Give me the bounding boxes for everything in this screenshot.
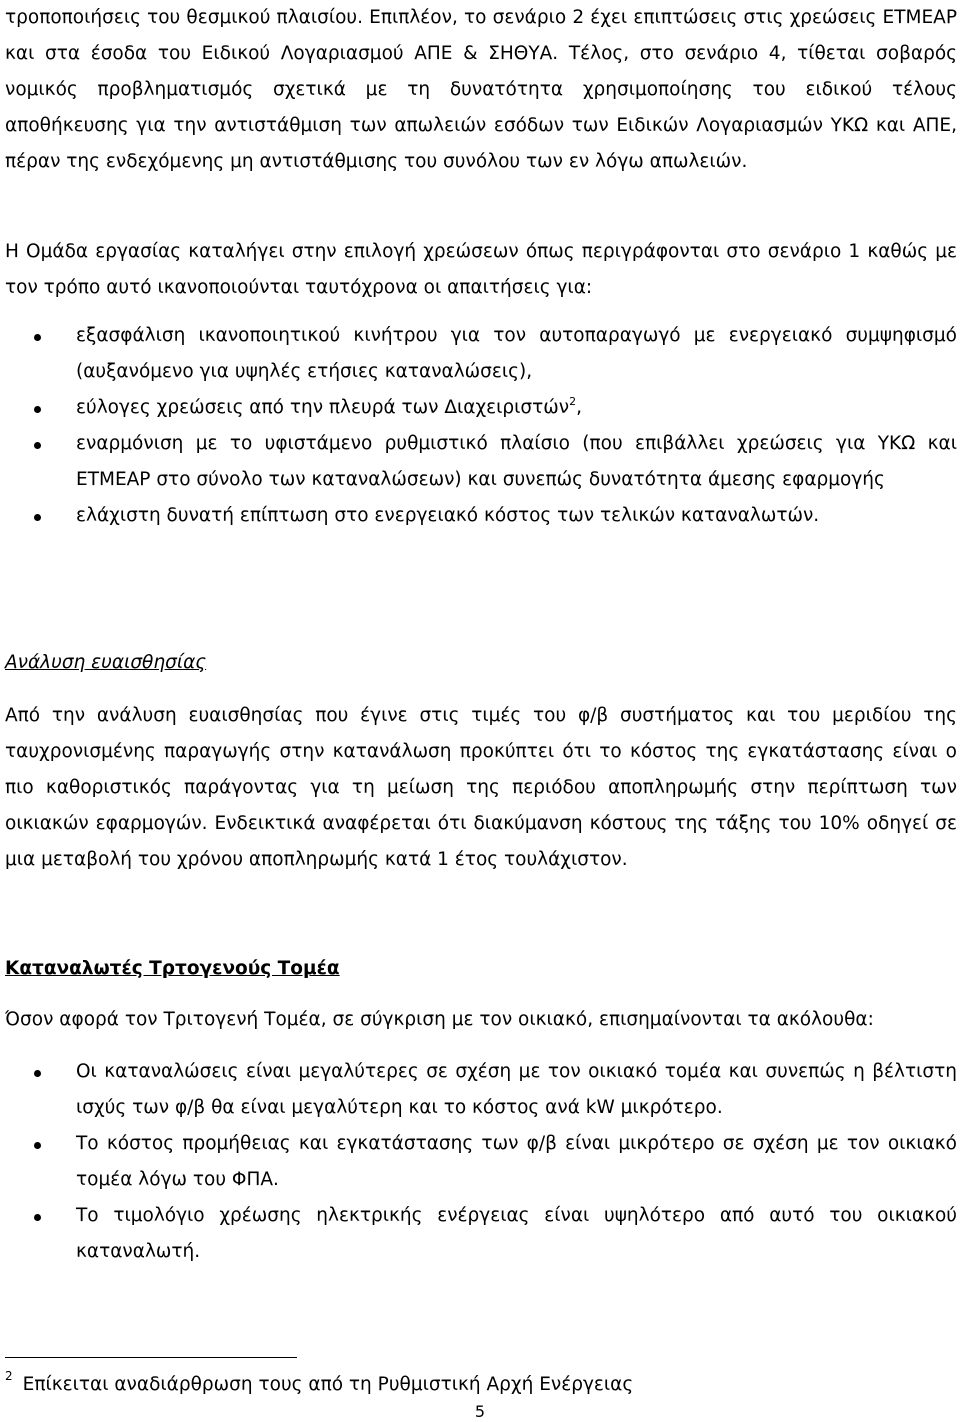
sensitivity-paragraph: Από την ανάλυση ευαισθησίας που έγινε στις τιμές του φ/β συστήματος και του μεριδίου της ταυχρονισμένης παραγωγής στην κατανάλωση προκύπτει ότι το κόστος της εγκατάστασης είναι ο πιο καθοριστικός παράγοντας για τη μείωση της περιόδου αποπληρωμής στην περίπτωση των οικιακών εφαρμογών. Ενδεικτικά αναφέρεται ότι διακύμανση κόστους της τάξης του 10% οδηγεί σε μια μεταβολή του χρόνου αποπληρωμής κατά 1 έτος τουλάχιστον. bbox=[5, 705, 957, 870]
footnote-reference[interactable]: 2 bbox=[569, 395, 577, 408]
list-item bbox=[0, 390, 960, 426]
list-item-text: Το κόστος προμήθειας και εγκατάστασης των φ/β είναι μικρότερο σε σχέση με τον οικιακό τομέα λόγω του ΦΠΑ. bbox=[76, 1133, 957, 1190]
bullet-icon bbox=[34, 1142, 41, 1149]
list-item-text: εξασφάλιση ικανοποιητικού κινήτρου για τον αυτοπαραγωγό με ενεργειακό συμψηφισμό (αυξανόμενο για υψηλές ετήσιες καταναλώσεις), bbox=[76, 325, 957, 382]
footnote-number: 2 bbox=[5, 1369, 13, 1383]
bullet-icon bbox=[34, 406, 41, 413]
bullet-icon bbox=[34, 1070, 41, 1077]
footnote-divider bbox=[5, 1357, 297, 1358]
conclusion-list bbox=[0, 318, 960, 534]
bullet-icon bbox=[34, 1214, 41, 1221]
list-item-text: εύλογες χρεώσεις από την πλευρά των Διαχειριστών bbox=[76, 397, 570, 418]
bullet-icon bbox=[34, 514, 41, 521]
page-number: 5 bbox=[474, 1402, 486, 1421]
bullet-icon bbox=[34, 442, 41, 449]
list-item bbox=[0, 1054, 960, 1126]
list-item bbox=[0, 498, 960, 534]
list-item-text: Το τιμολόγιο χρέωσης ηλεκτρικής ενέργειας είναι υψηλότερο από αυτό του οικιακού καταναλωτή. bbox=[76, 1205, 957, 1262]
list-item bbox=[0, 426, 960, 498]
list-item-text: ελάχιστη δυνατή επίπτωση στο ενεργειακό κόστος των τελικών καταναλωτών. bbox=[76, 505, 820, 526]
list-item-text: εναρμόνιση με το υφιστάμενο ρυθμιστικό πλαίσιο (που επιβάλλει χρεώσεις για ΥΚΩ και ΕΤΜΕΑΡ στο σύνολο των καταναλώσεων) και συνεπώς δυνατότητα άμεσης εφαρμογής bbox=[76, 433, 957, 490]
intro-paragraph: τροποποιήσεις του θεσμικού πλαισίου. Επιπλέον, το σενάριο 2 έχει επιπτώσεις στις χρεώσεις ΕΤΜΕΑΡ και στα έσοδα του Ειδικού Λογαριασμού ΑΠΕ & ΣΗΘΥΑ. Τέλος, στο σενάριο 4, τίθεται σοβαρός νομικός προβληματισμός σχετικά με τη δυνατότητα χρησιμοποίησης του ειδικού τέλους αποθήκευσης για την αντιστάθμιση των απωλειών εσόδων των Ειδικών Λογαριασμών ΥΚΩ και ΑΠΕ, πέραν της ενδεχόμενης μη αντιστάθμισης του συνόλου των εν λόγω απωλειών. bbox=[5, 7, 957, 172]
list-item-suffix: , bbox=[576, 397, 583, 418]
list-item bbox=[0, 1198, 960, 1270]
tertiary-list bbox=[0, 1054, 960, 1270]
conclusion-paragraph: Η Ομάδα εργασίας καταλήγει στην επιλογή χρεώσεων όπως περιγράφονται στο σενάριο 1 καθώς με τον τρόπο αυτό ικανοποιούνται ταυτόχρονα οι απαιτήσεις για: bbox=[5, 241, 957, 298]
tertiary-heading: Καταναλωτές Τρτογενούς Τομέα bbox=[5, 958, 340, 979]
footnote-text: Επίκειται αναδιάρθρωση τους από τη Ρυθμιστική Αρχή Ενέργειας bbox=[22, 1374, 634, 1395]
footnote bbox=[5, 1370, 633, 1400]
list-item-text: Οι καταναλώσεις είναι μεγαλύτερες σε σχέση με τον οικιακό τομέα και συνεπώς η βέλτιστη ισχύς των φ/β θα είναι μεγαλύτερη και το κόστος ανά kW μικρότερο. bbox=[76, 1061, 957, 1118]
list-item bbox=[0, 1126, 960, 1198]
sensitivity-heading: Ανάλυση ευαισθησίας bbox=[5, 652, 207, 673]
bullet-icon bbox=[34, 334, 41, 341]
list-item bbox=[0, 318, 960, 390]
tertiary-intro: Όσον αφορά τον Τριτογενή Τομέα, σε σύγκριση με τον οικιακό, επισημαίνονται τα ακόλουθα: bbox=[5, 1009, 874, 1030]
